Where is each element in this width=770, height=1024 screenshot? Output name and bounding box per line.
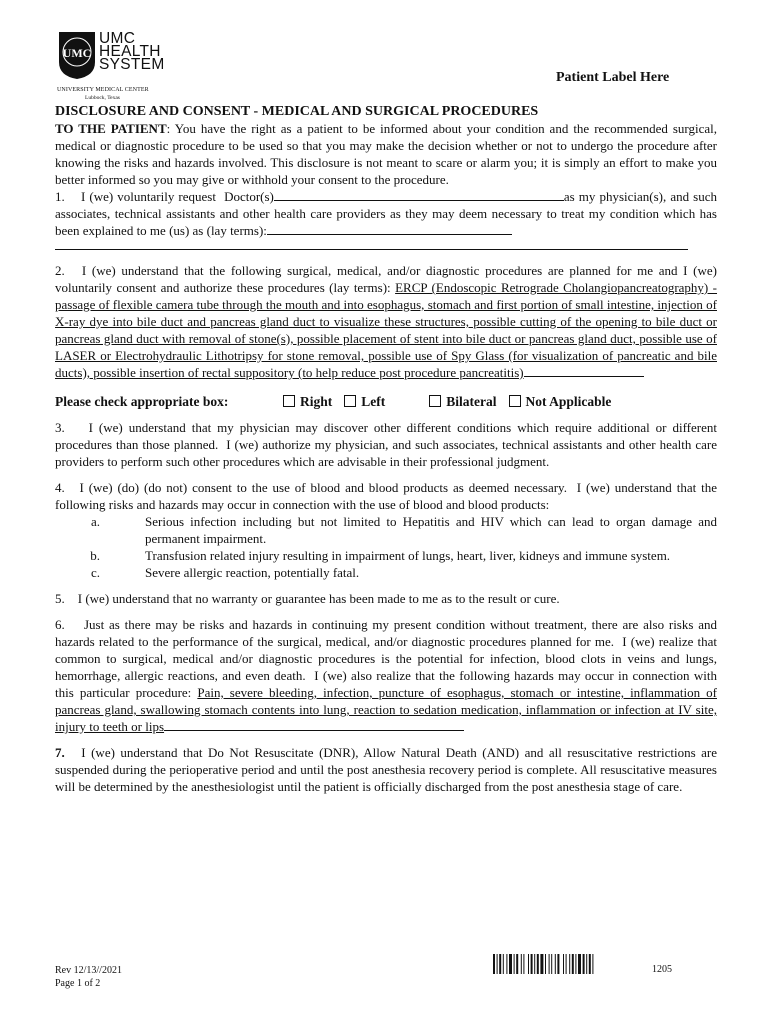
umc-shield-icon: [57, 30, 97, 80]
section-2: 2. I (we) understand that the following surgical, medical, and/or diagnostic procedures are planned for me and I (we) voluntarily consent and authorize these procedures (lay terms): ERCP (Endoscopic Retrograde Cholangiopancreatography) -passage of flexible camera tube through the mouth and into esophagus, stomach and first portion of small intestine, injection of X-ray dye into bile duct and pancreas gland duct to visualize these structures, possible cutting of the opening to bile duct or pancreas gland duct with removal of stone(s), possible placement of stent into bile duct or pancreas gland duct, possible use of LASER or Electrohydraulic Lithotripsy for stone removal, possible use of Spy Glass (for visualization of pancreatic and bile ducts), possible insertion of rectal suppository (to help reduce post procedure pancreatitis): [55, 263, 718, 380]
barcode-bar: [537, 954, 539, 974]
logo-initials: UMC: [62, 46, 92, 60]
barcode-bar: [531, 954, 533, 974]
form-code: 1205: [652, 964, 672, 975]
logo-wordmark: UMC HEALTH SYSTEM: [99, 30, 165, 73]
barcode-bar: [563, 954, 564, 974]
check-label: Please check appropriate box:: [55, 394, 229, 409]
barcode-bar: [566, 954, 567, 974]
barcode-image: [493, 954, 639, 974]
section-7: 7. I (we) understand that Do Not Resuscitate (DNR), Allow Natural Death (AND) and all resuscitative restrictions are suspended during the perioperative period and until the post anesthesia recovery period is complete. All resuscitative measures will be determined by the anesthesiologist until the patient is officially discharged from the post anesthesia stage of care.: [55, 745, 717, 794]
condition-lay-terms-line[interactable]: [55, 239, 688, 250]
checkbox-right-box[interactable]: [283, 395, 295, 407]
risk-item: a. Serious infection including but not limited to Hepatitis and HIV which can lead to organ damage and permanent impairment.: [90, 514, 717, 546]
barcode-bar: [493, 954, 495, 974]
barcode-bar: [551, 954, 552, 974]
barcode-bar: [592, 954, 593, 974]
risk-item: b. Transfusion related injury resulting in impairment of lungs, heart, liver, kidneys and immune system.: [90, 548, 671, 563]
page-number: Page 1 of 2: [55, 978, 101, 989]
procedure-line-end: [524, 364, 644, 377]
barcode-bar: [503, 954, 504, 974]
barcode-bar: [586, 954, 587, 974]
barcode-bar: [509, 954, 512, 974]
barcode-bar: [540, 954, 543, 974]
footer-info: [55, 964, 122, 990]
checkbox-bilateral[interactable]: Bilateral: [429, 393, 496, 410]
doctor-name-field[interactable]: [274, 188, 564, 201]
intro-label: TO THE PATIENT: [55, 121, 167, 136]
laterality-checkboxes: [55, 393, 717, 410]
barcode-bar: [545, 954, 546, 974]
checkbox-na-box[interactable]: [509, 395, 521, 407]
checkbox-not-applicable[interactable]: Not Applicable: [509, 393, 612, 410]
barcode-bar: [516, 954, 518, 974]
patient-label-area: Patient Label Here: [556, 70, 670, 85]
form-title: DISCLOSURE AND CONSENT - MEDICAL AND SURGICAL PROCEDURES: [55, 104, 539, 119]
section-3: 3. I (we) understand that my physician may discover other different conditions which require additional or different procedures than those planned. I (we) authorize my physician, and such associates, technical assistants and other health care providers to perform such other procedures which are advisable in their professional judgment.: [55, 420, 717, 469]
barcode-bar: [549, 954, 550, 974]
barcode-bar: [557, 954, 559, 974]
barcode-bar: [506, 954, 507, 974]
procedure-hazards: Pain, severe bleeding, infection, puncture of esophagus, stomach or intestine, inflammation of pancreas gland, swallowing stomach contents into lung, reaction to sedation medication, inflammation or infection at IV site, injury to teeth or lips: [55, 685, 717, 734]
section-6: 6. Just as there may be risks and hazards in continuing my present condition without treatment, there are also risks and hazards related to the performance of the surgical, medical, and/or diagnostic procedures planned for me. I (we) realize that common to surgical, medical and/or diagnostic procedures is the potential for infection, blood clots in veins and lungs, hemorrhage, allergic reactions, and even death. I (we) also realize that the following hazards may occur in connection with this particular procedure: Pain, severe bleeding, infection, puncture of esophagus, stomach or intestine, inflammation of pancreas gland, swallowing stomach contents into lung, reaction to sedation medication, inflammation or infection at IV site, injury to teeth or lips: [55, 617, 717, 734]
barcode-bar: [499, 954, 501, 974]
intro-paragraph: TO THE PATIENT: You have the right as a patient to be informed about your condition and the recommended surgical, medical or diagnostic procedure to be used so that you may make the decision whether or not to undergo the procedure after knowing the risks and hazards involved. This disclosure is not meant to scare or alarm you; it is simply an effort to make you better informed so you may give or withhold your consent to the procedure.: [55, 121, 717, 187]
barcode-bar: [497, 954, 498, 974]
form-body: [55, 103, 717, 795]
revision-date: Rev 12/13//2021: [55, 965, 122, 976]
barcode-bar: [523, 954, 524, 974]
barcode-bar: [534, 954, 535, 974]
barcode-bar: [569, 954, 570, 974]
barcode-bar: [589, 954, 591, 974]
barcode-bar: [555, 954, 556, 974]
checkbox-bilateral-box[interactable]: [429, 395, 441, 407]
checkbox-left[interactable]: Left: [344, 393, 385, 410]
hazards-line-end: [164, 718, 464, 731]
barcode-bar: [572, 954, 574, 974]
barcode-bar: [521, 954, 522, 974]
section-1: 1. I (we) voluntarily request Doctor(s) as my physician(s), and such associates, technical assistants and other health care providers as they may deem necessary to treat my condition which has been explained to me (us) as (lay terms):: [55, 189, 717, 238]
barcode-bar: [575, 954, 576, 974]
barcode-bar: [583, 954, 585, 974]
section-4: 4. I (we) (do) (do not) consent to the use of blood and blood products as deemed necessary. I (we) understand that the following risks and hazards may occur in connection with the use of blood and blood products:: [55, 480, 717, 512]
logo-location: Lubbock, Texas: [85, 95, 120, 101]
logo-subtitle: UNIVERSITY MEDICAL CENTER: [57, 87, 149, 93]
barcode-bar: [514, 954, 515, 974]
barcode-bar: [528, 954, 529, 974]
umc-logo: [57, 30, 187, 110]
checkbox-left-box[interactable]: [344, 395, 356, 407]
risk-item: c. Severe allergic reaction, potentially fatal.: [90, 565, 360, 580]
condition-lay-terms-field[interactable]: [267, 222, 512, 235]
procedure-description: ERCP (Endoscopic Retrograde Cholangiopancreatography) -passage of flexible camera tube through the mouth and into esophagus, stomach and first portion of small intestine, injection of X-ray dye into bile duct and pancreas gland duct to visualize these structures, possible cutting of the opening to bile duct or pancreas gland duct with removal of stone(s), possible placement of stent into bile duct or pancreas gland duct, possible use of LASER or Electrohydraulic Lithotripsy for stone removal, possible use of Spy Glass (for visualization of pancreatic and bile ducts), possible insertion of rectal suppository (to help reduce post procedure pancreatitis): [55, 280, 718, 380]
checkbox-right[interactable]: Right: [283, 393, 332, 410]
barcode-bar: [578, 954, 581, 974]
section-5: 5. I (we) understand that no warranty or guarantee has been made to me as to the result or cure.: [55, 591, 560, 606]
